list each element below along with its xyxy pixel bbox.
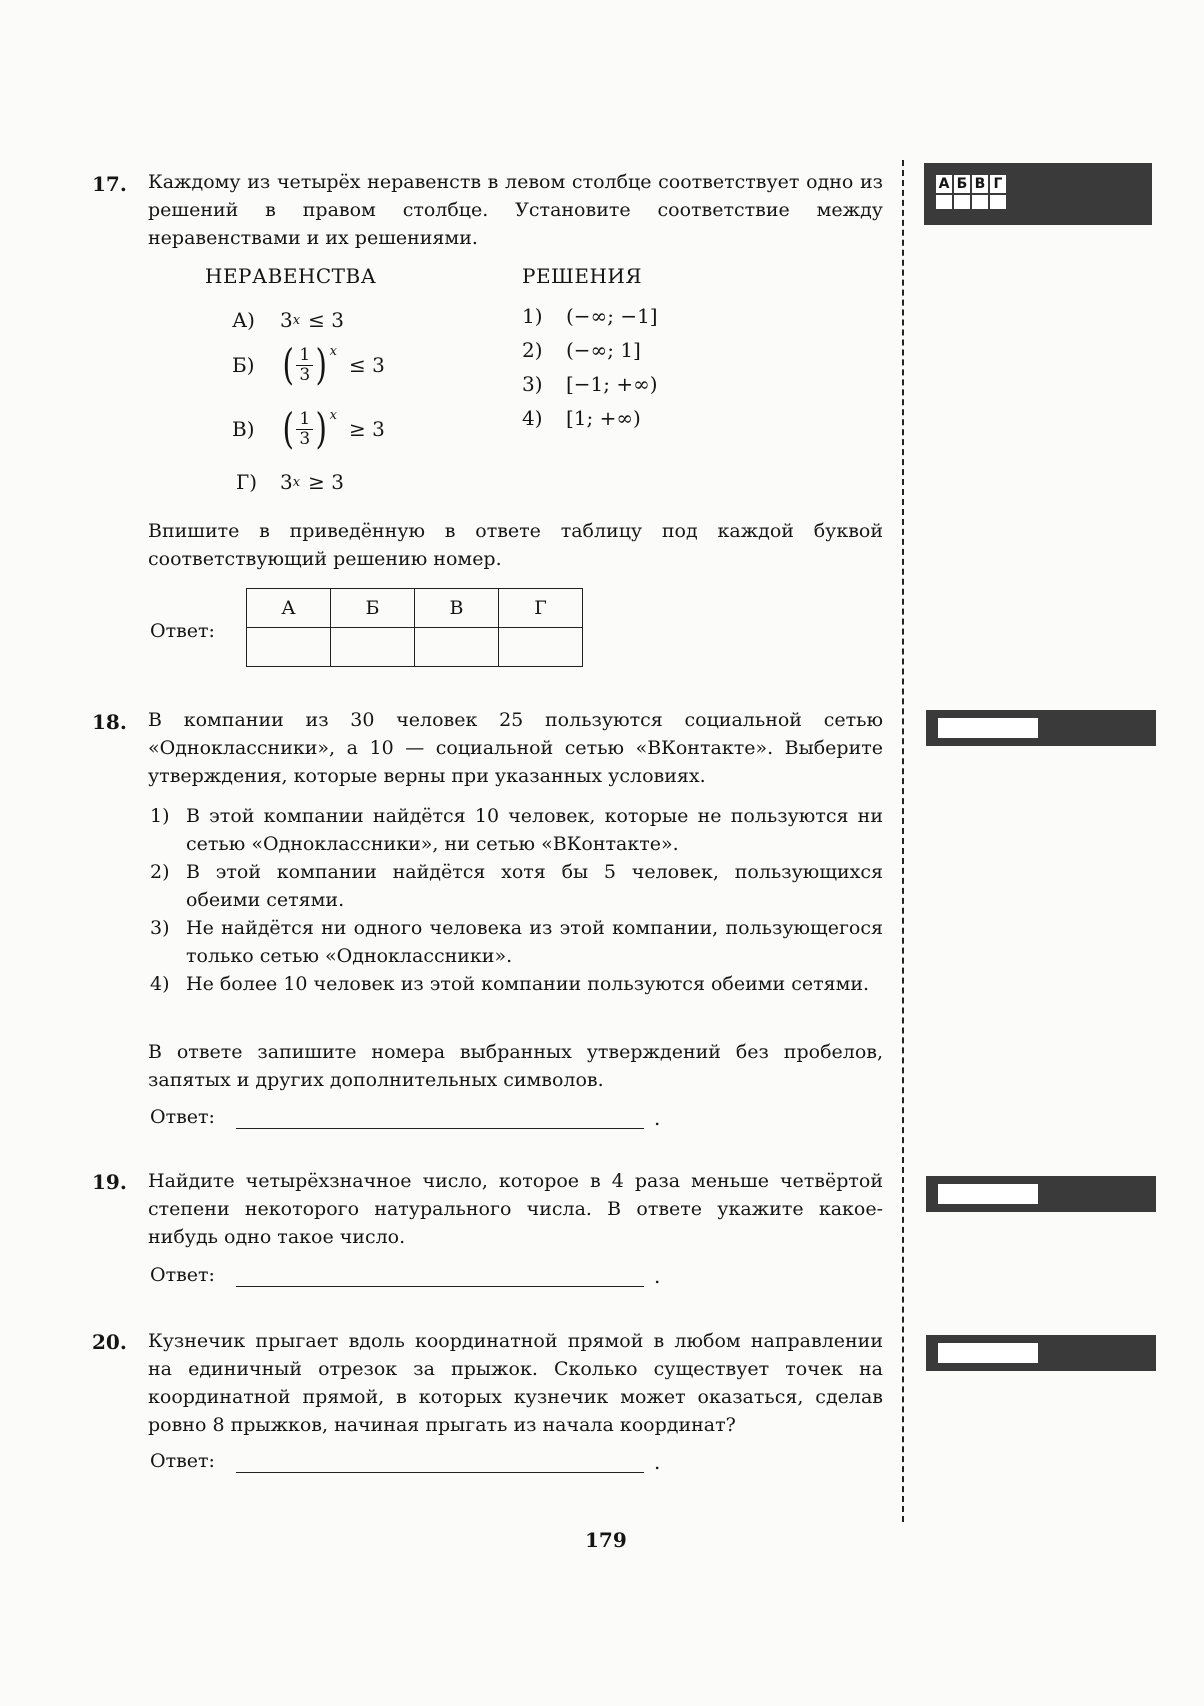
inequality-g: Г) 3 x ≥ 3 [236, 470, 344, 494]
table-header-a: А [247, 589, 331, 628]
solution-2: 2) (−∞; 1] [522, 338, 641, 362]
list-item: 3) Не найдётся ни одного человека из этой компании, пользующегося только сетью «Одноклассники». [150, 917, 883, 967]
solution-1: 1) (−∞; −1] [522, 304, 658, 328]
side-answer-box-18 [926, 710, 1156, 746]
answer-cell-b[interactable] [331, 628, 415, 667]
q18-list [150, 802, 883, 998]
side-letter: Б [953, 174, 971, 194]
page-number: 179 [585, 1528, 627, 1552]
side-cell [989, 194, 1007, 210]
list-item: 4) Не более 10 человек из этой компании пользуются обеими сетями. [150, 973, 870, 995]
q18-number: 18. [92, 710, 127, 734]
q17-left-heading: НЕРАВЕНСТВА [205, 264, 377, 288]
side-letter: А [935, 174, 953, 194]
q19-answer-dot: . [654, 1264, 661, 1288]
q18-answer-field[interactable] [236, 1128, 644, 1129]
answer-cell-g[interactable] [499, 628, 583, 667]
q19-text: Найдите четырёхзначное число, которое в 4 раза меньше четвёртой степени некоторого натурального числа. В ответе укажите какое-нибудь одно такое число. [148, 1170, 883, 1248]
side-letter: Г [989, 174, 1007, 194]
inequality-v: В) ( $\frac{1}{3}$ ) $^x$ ≥ 3 [232, 404, 385, 453]
q19-answer-label: Ответ: [150, 1264, 215, 1286]
table-header-g: Г [499, 589, 583, 628]
q20-number: 20. [92, 1330, 127, 1354]
answer-cell-v[interactable] [415, 628, 499, 667]
side-answer-box-19 [926, 1176, 1156, 1212]
q20-answer-field[interactable] [236, 1472, 644, 1473]
inequality-b: Б) ( $\frac{1}{3}$ ) $^x$ ≤ 3 [232, 340, 385, 389]
q18-answer-dot: . [654, 1106, 661, 1130]
answer-cell-a[interactable] [247, 628, 331, 667]
q17-answer-label: Ответ: [150, 620, 215, 642]
q20-answer-dot: . [654, 1450, 661, 1474]
side-answer-box-20 [926, 1335, 1156, 1371]
q18-instruction: В ответе запишите номера выбранных утверждений без пробелов, запятых и других дополнительных символов. [148, 1041, 883, 1091]
side-answer-field [938, 1343, 1038, 1363]
solution-3: 3) [−1; +∞) [522, 372, 658, 396]
side-cell [953, 194, 971, 210]
q17-text: Каждому из четырёх неравенств в левом столбце соответствует одно из решений в правом столбце. Установите соответствие между неравенствами и их решениями. [148, 171, 883, 249]
q17-instruction: Впишите в приведённую в ответе таблицу под каждой буквой соответствующий решению номер. [148, 520, 883, 570]
q17-right-heading: РЕШЕНИЯ [522, 264, 643, 288]
table-header-b: Б [331, 589, 415, 628]
side-cell [971, 194, 989, 210]
side-answer-field [938, 1184, 1038, 1204]
q20-answer-label: Ответ: [150, 1450, 215, 1472]
inequality-a: А) 3 x ≤ 3 [232, 308, 344, 332]
q18-answer-label: Ответ: [150, 1106, 215, 1128]
q20-text: Кузнечик прыгает вдоль координатной прямой в любом направлении на единичный отрезок за прыжок. Сколько существует точек на координатной прямой, в которых кузнечик может оказаться, сделав ровно 8 прыжков, начиная прыгать из начала координат? [148, 1330, 883, 1436]
side-letter: В [971, 174, 989, 194]
list-item: 1) В этой компании найдётся 10 человек, которые не пользуются ни сетью «Одноклассники», ни сетью «ВКонтакте». [150, 805, 883, 855]
side-letter-grid [935, 174, 1007, 210]
cut-line [902, 160, 904, 1522]
table-header-v: В [415, 589, 499, 628]
q19-answer-field[interactable] [236, 1286, 644, 1287]
side-answer-box-17 [924, 163, 1152, 225]
side-cell [935, 194, 953, 210]
q17-number: 17. [92, 172, 127, 196]
list-item: 2) В этой компании найдётся хотя бы 5 человек, пользующихся обеими сетями. [150, 861, 883, 911]
q17-answer-table [246, 588, 583, 667]
q19-number: 19. [92, 1170, 127, 1194]
side-answer-field [938, 718, 1038, 738]
solution-4: 4) [1; +∞) [522, 406, 641, 430]
q18-text: В компании из 30 человек 25 пользуются социальной сетью «Одноклассники», а 10 — социальной сетью «ВКонтакте». Выберите утверждения, которые верны при указанных условиях. [148, 709, 883, 787]
